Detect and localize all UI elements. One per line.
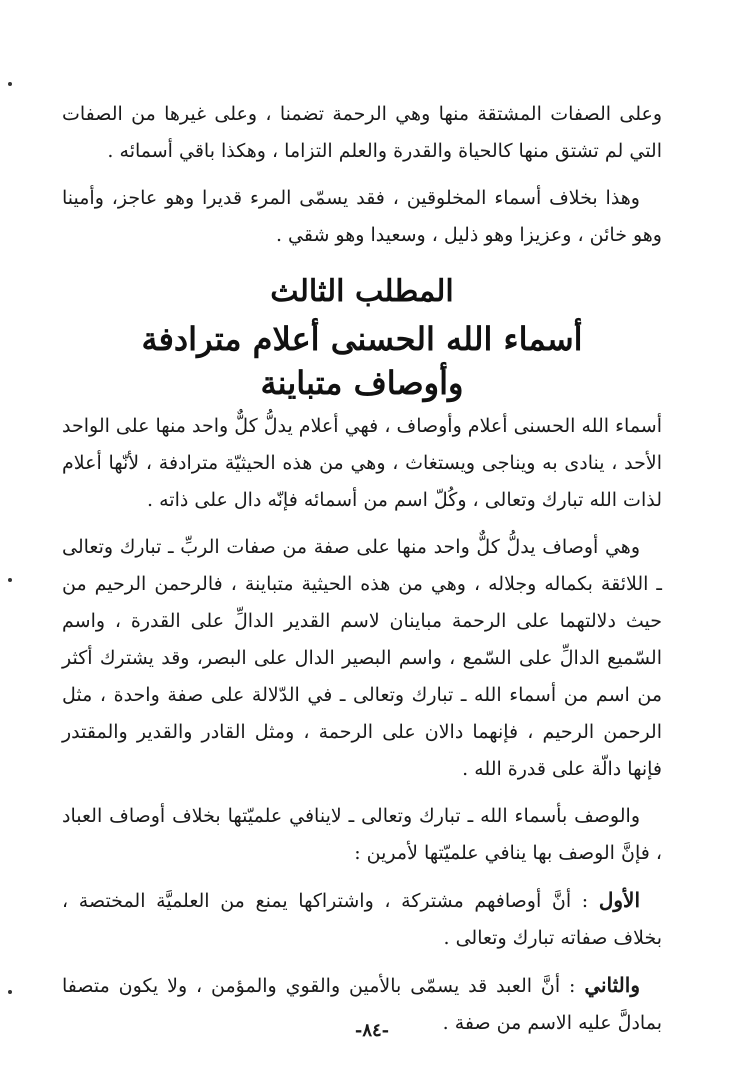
point-lead: والثاني: [584, 973, 640, 997]
section-title-line-1: أسماء الله الحسنى أعلام مترادفة: [141, 320, 583, 358]
point-text: : أنَّ العبد قد يسمّى بالأمين والقوي والمؤمن ، ولا يكون متصفا بمادلَّ عليه الاسم من صفة .: [62, 975, 662, 1034]
section-title-line-2: وأوصاف متباينة: [260, 364, 464, 402]
paragraph: والوصف بأسماء الله ـ تبارك وتعالى ـ لاينافي علميّتها بخلاف أوصاف العباد ، فإنَّ الوصف بها ينافي علميّتها لأمرين :: [62, 805, 662, 864]
page-number: -٨٤-: [354, 1020, 390, 1041]
paragraph: أسماء الله الحسنى أعلام وأوصاف ، فهي أعلام يدلُّ كلٌّ واحد منها على الواحد الأحد ، ينادى به ويناجى ويستغاث ، وهي من هذه الحيثيّة مترادفة ، لأنّها أعلام لذات الله تبارك وتعالى ، وكُلّ اسم من أسمائه فإنّه دال على ذاته .: [62, 415, 662, 511]
point-text: : أنَّ أوصافهم مشتركة ، واشتراكها يمنع من العلميَّة المختصة ، بخلاف صفاته تبارك وتعالى .: [62, 890, 662, 949]
margin-mark-bottom: [8, 990, 12, 994]
section-heading: المطلب الثالث: [270, 274, 454, 309]
paragraph: وعلى الصفات المشتقة منها وهي الرحمة تضمنا ، وعلى غيرها من الصفات التي لم تشتق منها كالحياة والقدرة والعلم التزاما ، وهكذا باقي أسمائه .: [62, 103, 662, 162]
point-first: [62, 882, 662, 957]
margin-mark-top: [8, 82, 12, 86]
point-lead: الأول: [598, 888, 640, 912]
paragraph: وهي أوصاف يدلُّ كلٌّ واحد منها على صفة من صفات الربِّ ـ تبارك وتعالى ـ اللائقة بكماله وجلاله ، وهي من هذه الحيثية متباينة ، فالرحمن الرحيم من حيث دلالتهما على الرحمة مباينان لاسم القدير الدالِّ على القدرة ، واسم السّميع الدالِّ على السّمع ، واسم البصير الدال على البصر، وقد يشترك أكثر من اسم من أسماء الله ـ تبارك وتعالى ـ في الدّلالة على صفة واحدة ، مثل الرحمن الرحيم ، فإنهما دالان على الرحمة ، ومثل القادر والقدير والمقتدر فإنها دالّة على قدرة الله .: [62, 536, 662, 780]
intro-text: [62, 96, 662, 264]
paragraph: وهذا بخلاف أسماء المخلوقين ، فقد يسمّى المرء قديرا وهو عاجز، وأمينا وهو خائن ، وعزيزا وهو ذليل ، وسعيدا وهو شقي .: [62, 187, 662, 246]
margin-mark-middle: [8, 578, 12, 582]
main-text: [62, 408, 662, 1052]
